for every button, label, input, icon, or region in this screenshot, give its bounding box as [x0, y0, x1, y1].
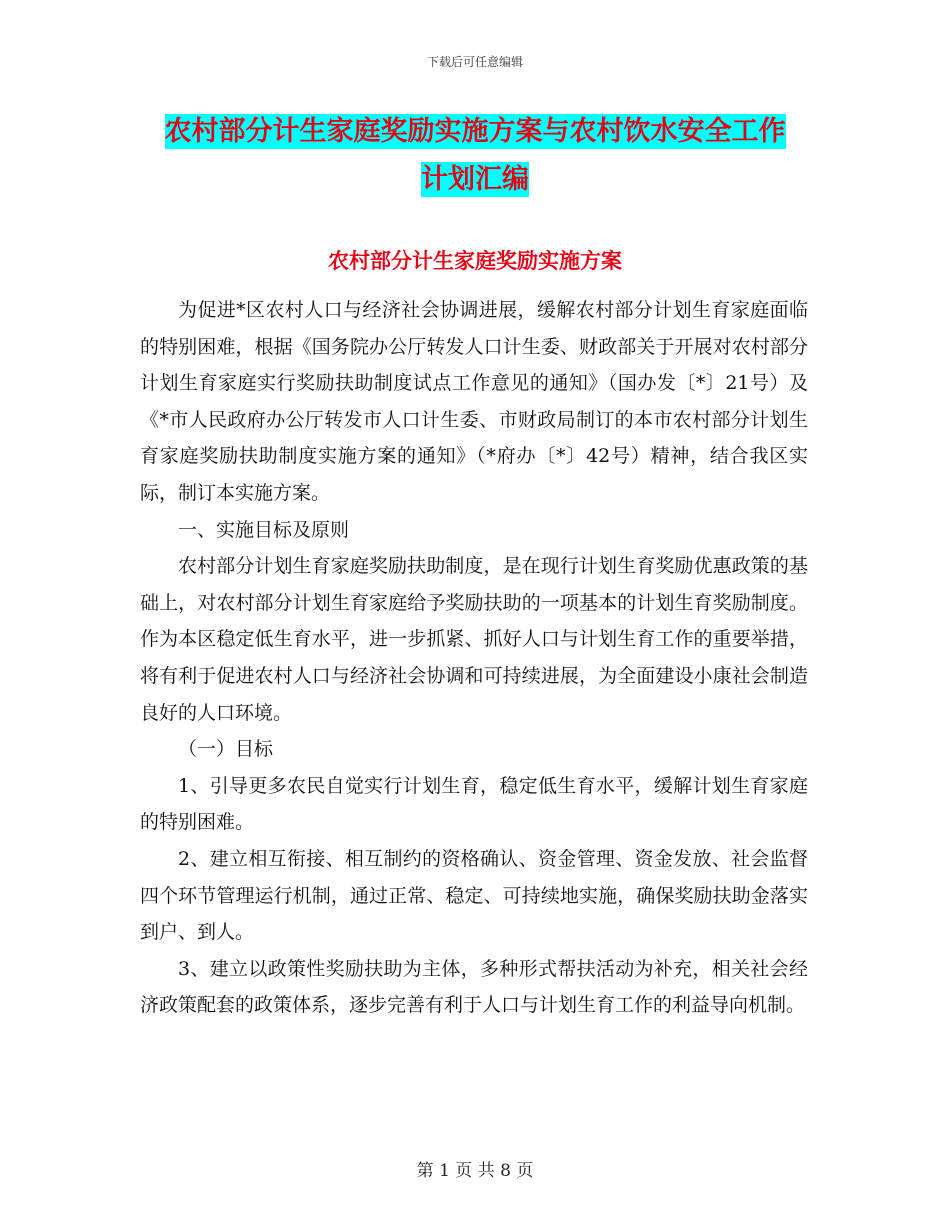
document-title-line1: 农村部分计生家庭奖励实施方案与农村饮水安全工作 [164, 116, 786, 147]
page-header-note: 下载后可任意编辑 [426, 55, 523, 69]
paragraph-intro: 为促进*区农村人口与经济社会协调进展，缓解农村部分计划生育家庭面临的特别困难，根据《国务院办公厅转发人口计生委、财政部关于开展对农村部分计划生育家庭实行奖励扶助制度试点工作意见的通知》（国办发〔*〕21号）及《*市人民政府办公厅转发市人口计生委、市财政局制订的本市农村部分计划生育家庭奖励扶助制度实施方案的通知》（*府办〔*〕42号）精神，结合我区实际，制订本实施方案。 [140, 299, 808, 504]
goal-item-1: 1、引导更多农民自觉实行计划生育，稳定低生育水平，缓解计划生育家庭的特别困难。 [140, 774, 808, 834]
heading-goals-principles: 一、实施目标及原则 [178, 518, 350, 541]
document-title [140, 108, 810, 204]
goal-item-3: 3、建立以政策性奖励扶助为主体，多种形式帮扶活动为补充，相关社会经济政策配套的政策体系，逐步完善有利于人口与计划生育工作的利益导向机制。 [140, 957, 808, 1017]
document-body [140, 292, 808, 1024]
section-title: 农村部分计生家庭奖励实施方案 [328, 249, 622, 273]
subheading-goals: （一）目标 [178, 738, 274, 761]
document-title-line2: 计划汇编 [421, 164, 529, 195]
goal-item-2: 2、建立相互衔接、相互制约的资格确认、资金管理、资金发放、社会监督四个环节管理运行机制，通过正常、稳定、可持续地实施，确保奖励扶助金落实到户、到人。 [140, 847, 808, 944]
page-number-footer: 第 1 页 共 8 页 [416, 1161, 534, 1181]
paragraph-system-description: 农村部分计划生育家庭奖励扶助制度，是在现行计划生育奖励优惠政策的基础上，对农村部分计划生育家庭给予奖励扶助的一项基本的计划生育奖励制度。作为本区稳定低生育水平，进一步抓紧、抓好人口与计划生育工作的重要举措，将有利于促进农村人口与经济社会协调和可持续进展，为全面建设小康社会制造良好的人口环境。 [140, 555, 808, 724]
